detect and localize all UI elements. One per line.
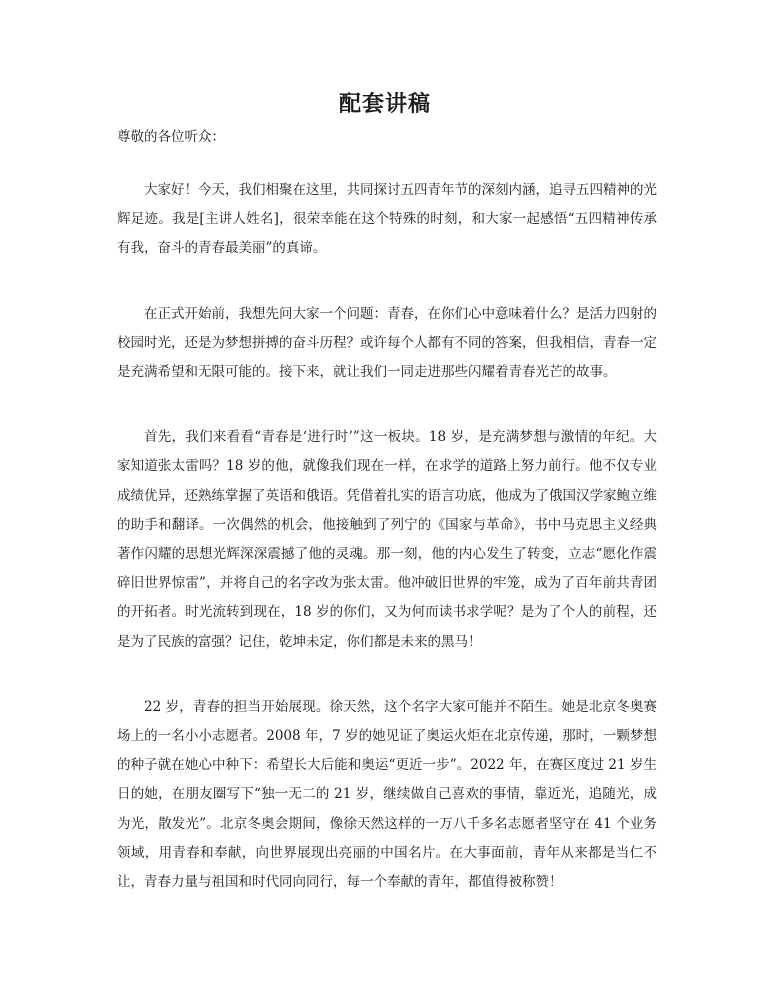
- paragraph-zhang-tailei: 首先，我们来看看“青春是‘进行时’”这一板块。18 岁，是充满梦想与激情的年纪。大家知道张太雷吗？18 岁的他，就像我们现在一样，在求学的道路上努力前行。他不仅专业成绩优异，还熟练掌握了英语和俄语。凭借着扎实的语言功底，他成为了俄国汉学家鲍立维的助手和翻译。一次偶然的机会，他接触到了列宁的《国家与革命》，书中马克思主义经典著作闪耀的思想光辉深深震撼了他的灵魂。那一刻，他的内心发生了转变，立志“愿化作震碎旧世界惊雷”，并将自己的名字改为张太雷。他冲破旧世界的牢笼，成为了百年前共青团的开拓者。时光流转到现在，18 岁的你们，又为何而读书求学呢？是为了个人的前程，还是为了民族的富强？记住，乾坤未定，你们都是未来的黑马！: [117, 429, 657, 650]
- document-body: [117, 176, 657, 933]
- paragraph-question: 在正式开始前，我想先问大家一个问题：青春，在你们心中意味着什么？是活力四射的校园时光，还是为梦想拼搏的奋斗历程？或许每个人都有不同的答案，但我相信，青春一定是充满希望和无限可能的。接下来，就让我们一同走进那些闪耀着青春光芒的故事。: [117, 305, 657, 381]
- salutation: 尊敬的各位听众：: [117, 129, 225, 145]
- paragraph-xu-tianran: 22 岁，青春的担当开始展现。徐天然，这个名字大家可能并不陌生。她是北京冬奥赛场上的一名小小志愿者。2008 年，7 岁的她见证了奥运火炬在北京传递，那时，一颗梦想的种子就在她心中种下：希望长大后能和奥运“更近一步”。2022 年，在赛区度过 21 岁生日的她，在朋友圈写下“独一无二的 21 岁，继续做自己喜欢的事情，靠近光，追随光，成为光，散发光”。北京冬奥会期间，像徐天然这样的一万八千多名志愿者坚守在 41 个业务领域，用青春和奉献，向世界展现出亮丽的中国名片。在大事面前，青年从来都是当仁不让，青春力量与祖国和时代同向同行，每一个奉献的青年，都值得被称赞！: [117, 698, 657, 891]
- page-title: 配套讲稿: [338, 91, 431, 117]
- paragraph-greeting: 大家好！今天，我们相聚在这里，共同探讨五四青年节的深刻内涵，追寻五四精神的光辉足迹。我是[主讲人姓名]，很荣幸能在这个特殊的时刻，和大家一起感悟“五四精神传承有我，奋斗的青春最美丽”的真谛。: [117, 182, 657, 257]
